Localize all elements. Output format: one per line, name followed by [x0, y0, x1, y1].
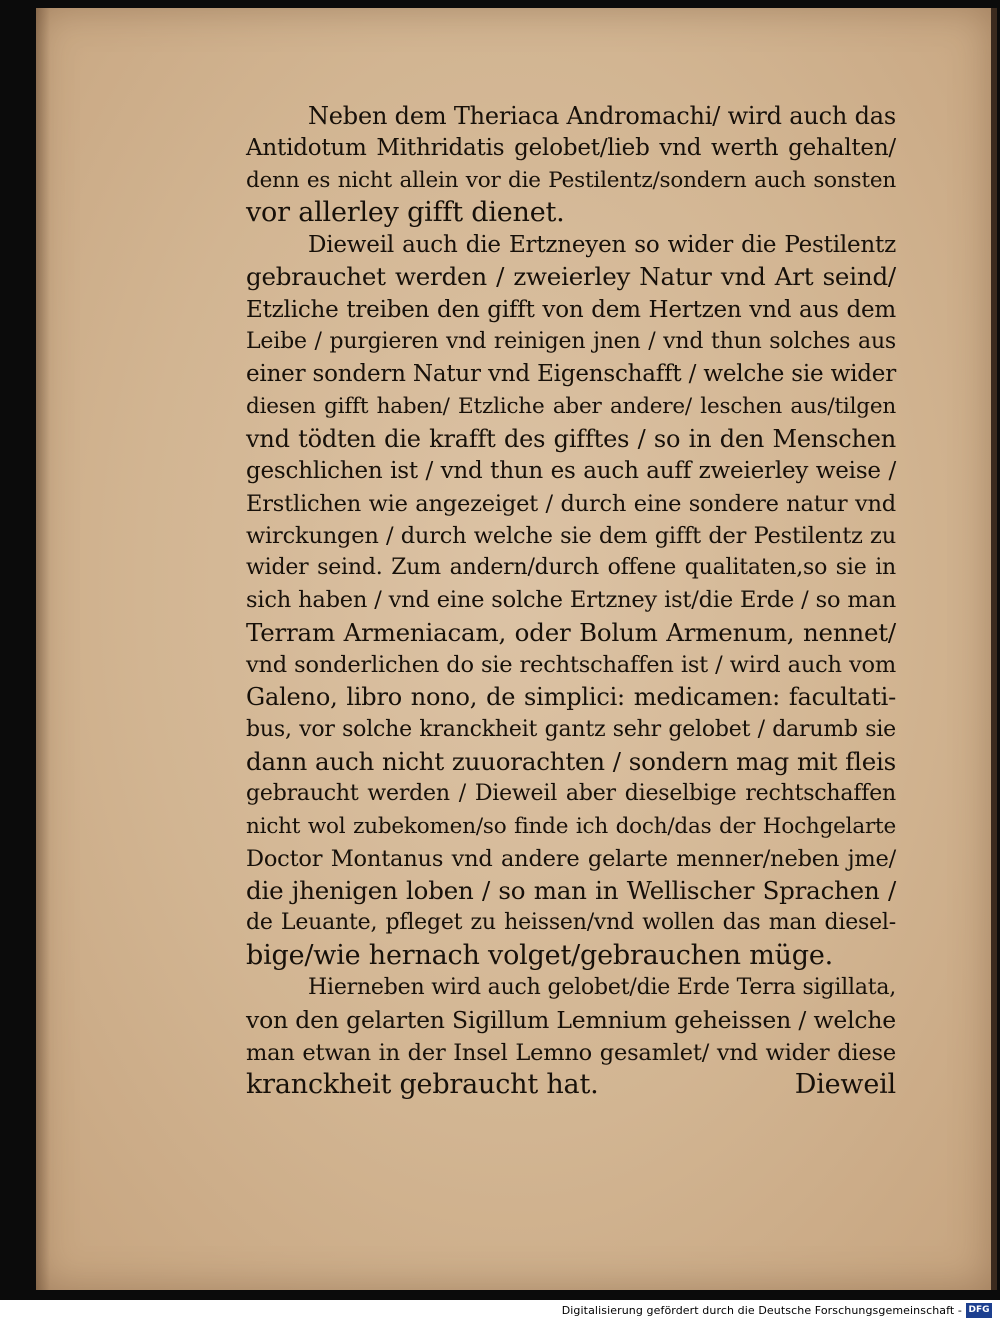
catchword: Dieweil: [794, 1068, 896, 1100]
text-line: diesen gifft haben/ Etzliche aber andere/ leschen aus/tilgen: [246, 393, 896, 419]
page-edge-shadow: [36, 8, 50, 1290]
text-line: gebraucht werden / Dieweil aber dieselbige rechtschaffen: [246, 781, 896, 807]
text-line: nicht wol zubekomen/so finde ich doch/das der Hochgelarte: [246, 813, 896, 839]
funding-credit: Digitalisierung gefördert durch die Deutsche Forschungsgemeinschaft -: [561, 1304, 962, 1317]
text-line: bus, vor solche kranckheit gantz sehr gelobet / darumb sie: [246, 716, 896, 742]
text-line: wider seind. Zum andern/durch offene qualitaten,so sie in: [246, 555, 896, 581]
dfg-logo: DFG: [966, 1303, 992, 1318]
text-line-last: kranckheit gebraucht hat.: [246, 1068, 599, 1100]
text-line: Dieweil auch die Ertzneyen so wider die Pestilentz: [308, 232, 896, 259]
text-line: Leibe / purgieren vnd reinigen jnen / vnd thun solches aus: [246, 329, 896, 355]
text-line: de Leuante, pfleget zu heissen/vnd wollen das man diesel-: [246, 910, 896, 936]
page-text-block: [246, 100, 896, 1101]
text-line: sich haben / vnd eine solche Ertzney ist/die Erde / so man: [246, 587, 896, 614]
footer-bar: [0, 1300, 1000, 1322]
text-line: denn es nicht allein vor die Pestilentz/sondern auch sonsten: [246, 167, 896, 193]
text-line: wirckungen / durch welche sie dem gifft der Pestilentz zu: [246, 522, 896, 549]
text-line: gebrauchet werden / zweierley Natur vnd Art seind/: [246, 262, 896, 292]
text-line: vnd sonderlichen do sie rechtschaffen ist / wird auch vom: [246, 652, 896, 679]
text-line-with-catchword: [246, 1069, 896, 1101]
text-line: Doctor Montanus vnd andere gelarte menner/neben jme/: [246, 845, 896, 872]
text-line: die jhenigen loben / so man in Wellischer Sprachen /: [246, 876, 896, 906]
text-line: Neben dem Theriaca Andromachi/ wird auch das: [308, 102, 896, 130]
text-line: bige/wie hernach volget/gebrauchen müge.: [246, 939, 834, 971]
text-line: Antidotum Mithridatis gelobet/lieb vnd werth gehalten/: [246, 135, 896, 162]
text-line: vnd tödten die krafft des gifftes / so in den Menschen: [246, 424, 896, 453]
text-line: Terram Armeniacam, oder Bolum Armenum, nennet/: [246, 617, 896, 647]
text-line: dann auch nicht zuuorachten / sondern mag mit fleis: [246, 746, 896, 776]
text-line: vor allerley gifft dienet.: [246, 196, 565, 228]
text-line: man etwan in der Insel Lemno gesamlet/ vnd wider diese: [246, 1039, 896, 1066]
text-line: Hierneben wird auch gelobet/die Erde Terra sigillata,: [308, 975, 897, 1001]
text-line: Galeno, libro nono, de simplici: medicamen: facultati-: [246, 683, 896, 712]
text-line: einer sondern Natur vnd Eigenschafft / welche sie wider: [246, 361, 896, 388]
text-line: von den gelarten Sigillum Lemnium geheissen / welche: [246, 1006, 896, 1035]
text-line: Etzliche treiben den gifft von dem Hertzen vnd aus dem: [246, 296, 896, 323]
text-line: Erstlichen wie angezeiget / durch eine sondere natur vnd: [246, 490, 896, 517]
text-line: geschlichen ist / vnd thun es auch auff zweierley weise /: [246, 458, 896, 485]
